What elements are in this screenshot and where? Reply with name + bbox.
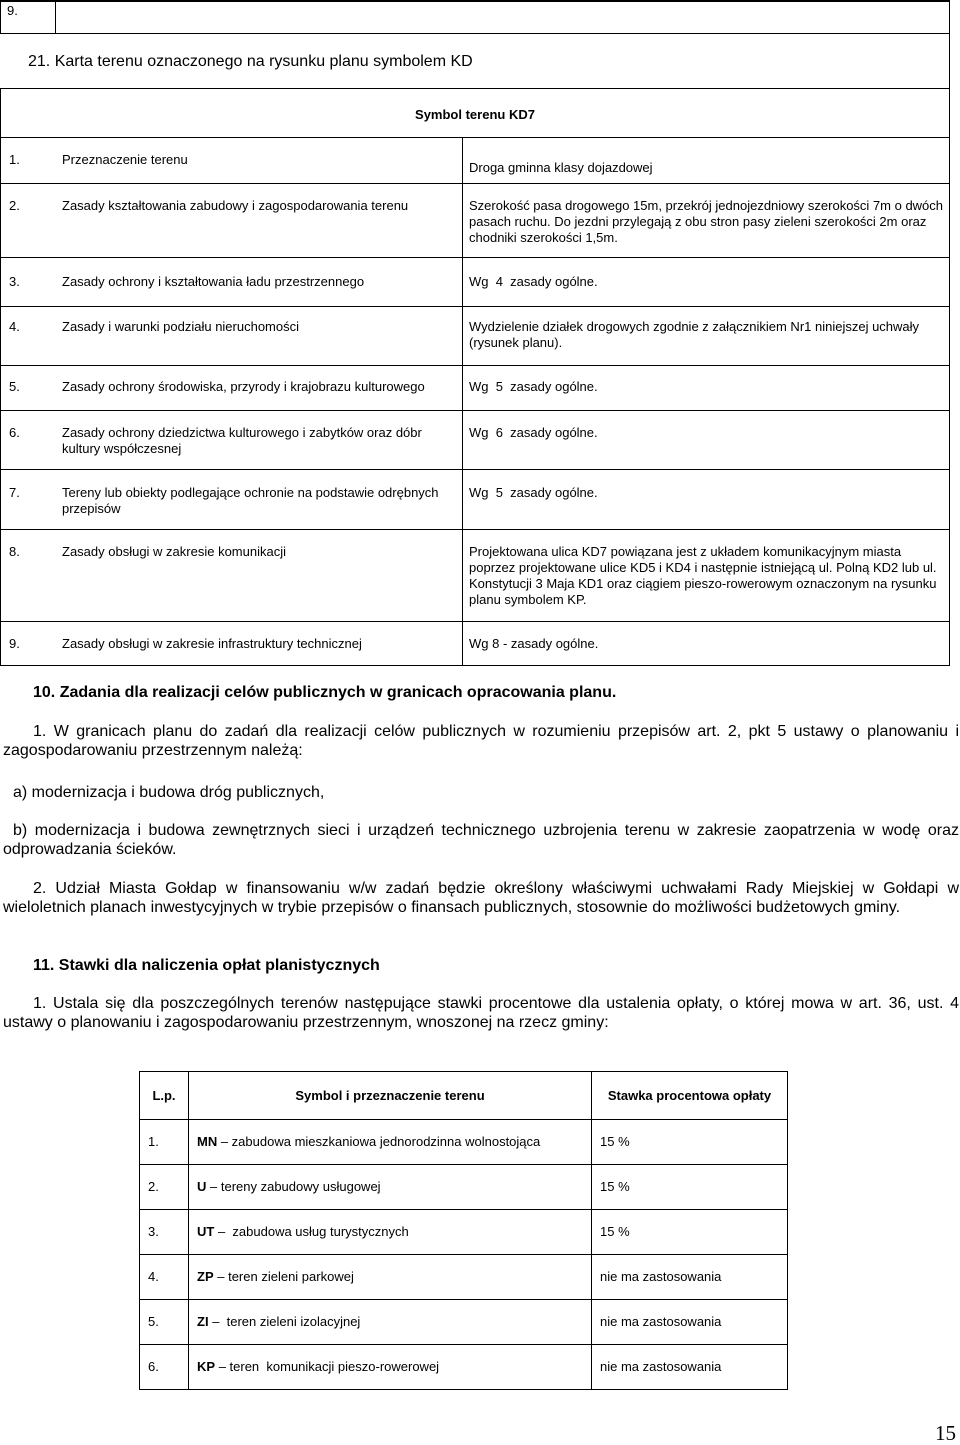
row-lp: 3. — [140, 1210, 189, 1255]
row-rate: 15 % — [592, 1210, 788, 1255]
table-row — [140, 1210, 788, 1255]
row-rate: nie ma zastosowania — [592, 1255, 788, 1300]
row-desc: – teren zieleni izolacyjnej — [212, 1314, 361, 1329]
row-rate: nie ma zastosowania — [592, 1345, 788, 1390]
row-6-label: Zasady ochrony dziedzictwa kulturowego i zabytków oraz dóbr kultury współczesnej — [62, 425, 422, 456]
row-8-num: 8. — [9, 544, 20, 559]
header-rate: Stawka procentowa opłaty — [592, 1072, 788, 1120]
row-symbol: ZP — [197, 1269, 214, 1284]
rates-table — [139, 1071, 788, 1390]
row-2-label: Zasady kształtowania zabudowy i zagospodarowania terenu — [62, 198, 409, 213]
row-6-num: 6. — [9, 425, 20, 440]
row-lp: 5. — [140, 1300, 189, 1345]
row-lp: 6. — [140, 1345, 189, 1390]
row-symbol-desc — [189, 1300, 592, 1345]
section-11-paragraph-1: 1. Ustala się dla poszczególnych terenów następujące stawki procentowe dla ustalenia opłaty, o której mowa w art. 36, ust. 4 ustawy o planowaniu i zagospodarowaniu przestrzennym, wnoszonej na rzecz gminy: — [3, 995, 959, 1031]
row-7-num: 7. — [9, 485, 20, 500]
row-3-label: Zasady ochrony i kształtowania ładu przestrzennego — [62, 274, 365, 289]
row-symbol-desc — [189, 1255, 592, 1300]
row-desc: – teren zieleni parkowej — [217, 1269, 354, 1284]
row-desc: – tereny zabudowy usługowej — [210, 1179, 381, 1194]
row-9-label: Zasady obsługi w zakresie infrastruktury technicznej — [62, 636, 362, 651]
row-lp: 1. — [140, 1120, 189, 1165]
section-10-item-a: a) modernizacja i budowa dróg publicznych, — [13, 784, 325, 801]
table-row — [140, 1165, 788, 1210]
row-symbol-desc — [189, 1210, 592, 1255]
section-10-item-b: b) modernizacja i budowa zewnętrznych sieci i urządzeń technicznego uzbrojenia terenu w zakresie zaopatrzenia w wodę oraz odprowadzania ścieków. — [3, 822, 959, 858]
section-10-paragraph-1: 1. W granicach planu do zadań dla realizacji celów publicznych w rozumieniu przepisów art. 2, pkt 5 ustawy o planowaniu i zagospodarowaniu przestrzennym należą: — [3, 723, 959, 759]
row-8-label: Zasady obsługi w zakresie komunikacji — [62, 544, 286, 559]
row-symbol-desc — [189, 1345, 592, 1390]
row-5-label: Zasady ochrony środowiska, przyrody i krajobrazu kulturowego — [62, 379, 425, 394]
table-row — [140, 1300, 788, 1345]
page-number: 15 — [935, 1421, 956, 1445]
row-desc: – teren komunikacji pieszo-rowerowej — [218, 1359, 440, 1374]
symbol-label: Symbol terenu KD7 — [415, 107, 535, 122]
row-desc: – zabudowa mieszkaniowa jednorodzinna wolnostojąca — [220, 1134, 541, 1149]
row-9-value: Wg 8 - zasady ogólne. — [469, 636, 599, 651]
rates-header-row — [140, 1072, 788, 1120]
row-4-num: 4. — [9, 319, 20, 334]
table-row — [140, 1255, 788, 1300]
row-7-value: Wg 5 zasady ogólne. — [469, 485, 598, 500]
row-6-value: Wg 6 zasady ogólne. — [469, 425, 598, 440]
row-rate: nie ma zastosowania — [592, 1300, 788, 1345]
row-5-value: Wg 5 zasady ogólne. — [469, 379, 598, 394]
row-7-label: Tereny lub obiekty podlegające ochronie na podstawie odrębnych przepisów — [62, 485, 439, 516]
row-lp: 4. — [140, 1255, 189, 1300]
row-3-num: 3. — [9, 274, 20, 289]
section-10-heading: 10. Zadania dla realizacji celów publicznych w granicach opracowania planu. — [33, 684, 617, 701]
row-symbol-desc — [189, 1120, 592, 1165]
row-2-num: 2. — [9, 198, 20, 213]
row-lp: 2. — [140, 1165, 189, 1210]
header-symbol: Symbol i przeznaczenie terenu — [189, 1072, 592, 1120]
section-10-paragraph-2: 2. Udział Miasta Gołdap w finansowaniu w/w zadań będzie określony właściwymi uchwałami Rady Miejskiej w Gołdapi w wieloletnich planach inwestycyjnych w trybie przepisów o finansach publicznych, stosownie do możliwości budżetowych gminy. — [3, 880, 959, 916]
row-3-value: Wg 4 zasady ogólne. — [469, 274, 598, 289]
land-card-table — [0, 0, 950, 666]
row-1-label: Przeznaczenie terenu — [62, 152, 188, 167]
row-2-value: Szerokość pasa drogowego 15m, przekrój jednojezdniowy szerokości 7m o dwóch pasach ruchu. Do jezdni przylegają z obu stron pasy zieleni szerokości 2m oraz chodniki szerokości 1,5m. — [469, 198, 944, 245]
row-4-value: Wydzielenie działek drogowych zgodnie z załącznikiem Nr1 niniejszej uchwały (rysunek planu). — [469, 319, 920, 350]
row-9-num: 9. — [9, 636, 20, 651]
row-1-value: Droga gminna klasy dojazdowej — [469, 160, 653, 175]
row-1-num: 1. — [9, 152, 20, 167]
card-title: 21. Karta terenu oznaczonego na rysunku planu symbolem KD — [28, 53, 473, 70]
row-rate: 15 % — [592, 1165, 788, 1210]
table-row — [140, 1345, 788, 1390]
table-row — [140, 1120, 788, 1165]
row-symbol: U — [197, 1179, 207, 1194]
row-symbol: UT — [197, 1224, 215, 1239]
row-4-label: Zasady i warunki podziału nieruchomości — [62, 319, 300, 334]
row-5-num: 5. — [9, 379, 20, 394]
header-lp: L.p. — [140, 1072, 189, 1120]
section-11-heading: 11. Stawki dla naliczenia opłat planistycznych — [33, 957, 380, 974]
row-symbol-desc — [189, 1165, 592, 1210]
row-symbol: MN — [197, 1134, 218, 1149]
row-desc: – zabudowa usług turystycznych — [217, 1224, 409, 1239]
row-symbol: KP — [197, 1359, 216, 1374]
top-number: 9. — [7, 3, 18, 18]
row-symbol: ZI — [197, 1314, 209, 1329]
row-rate: 15 % — [592, 1120, 788, 1165]
row-8-value: Projektowana ulica KD7 powiązana jest z układem komunikacyjnym miasta poprzez projektowane ulice KD5 i KD4 i następnie istniejącą ul. Polną KD2 lub ul. Konstytucji 3 Maja KD1 oraz ciągiem pieszo-rowerowym oznaczonym na rysunku planu symbolem KP. — [469, 544, 937, 607]
